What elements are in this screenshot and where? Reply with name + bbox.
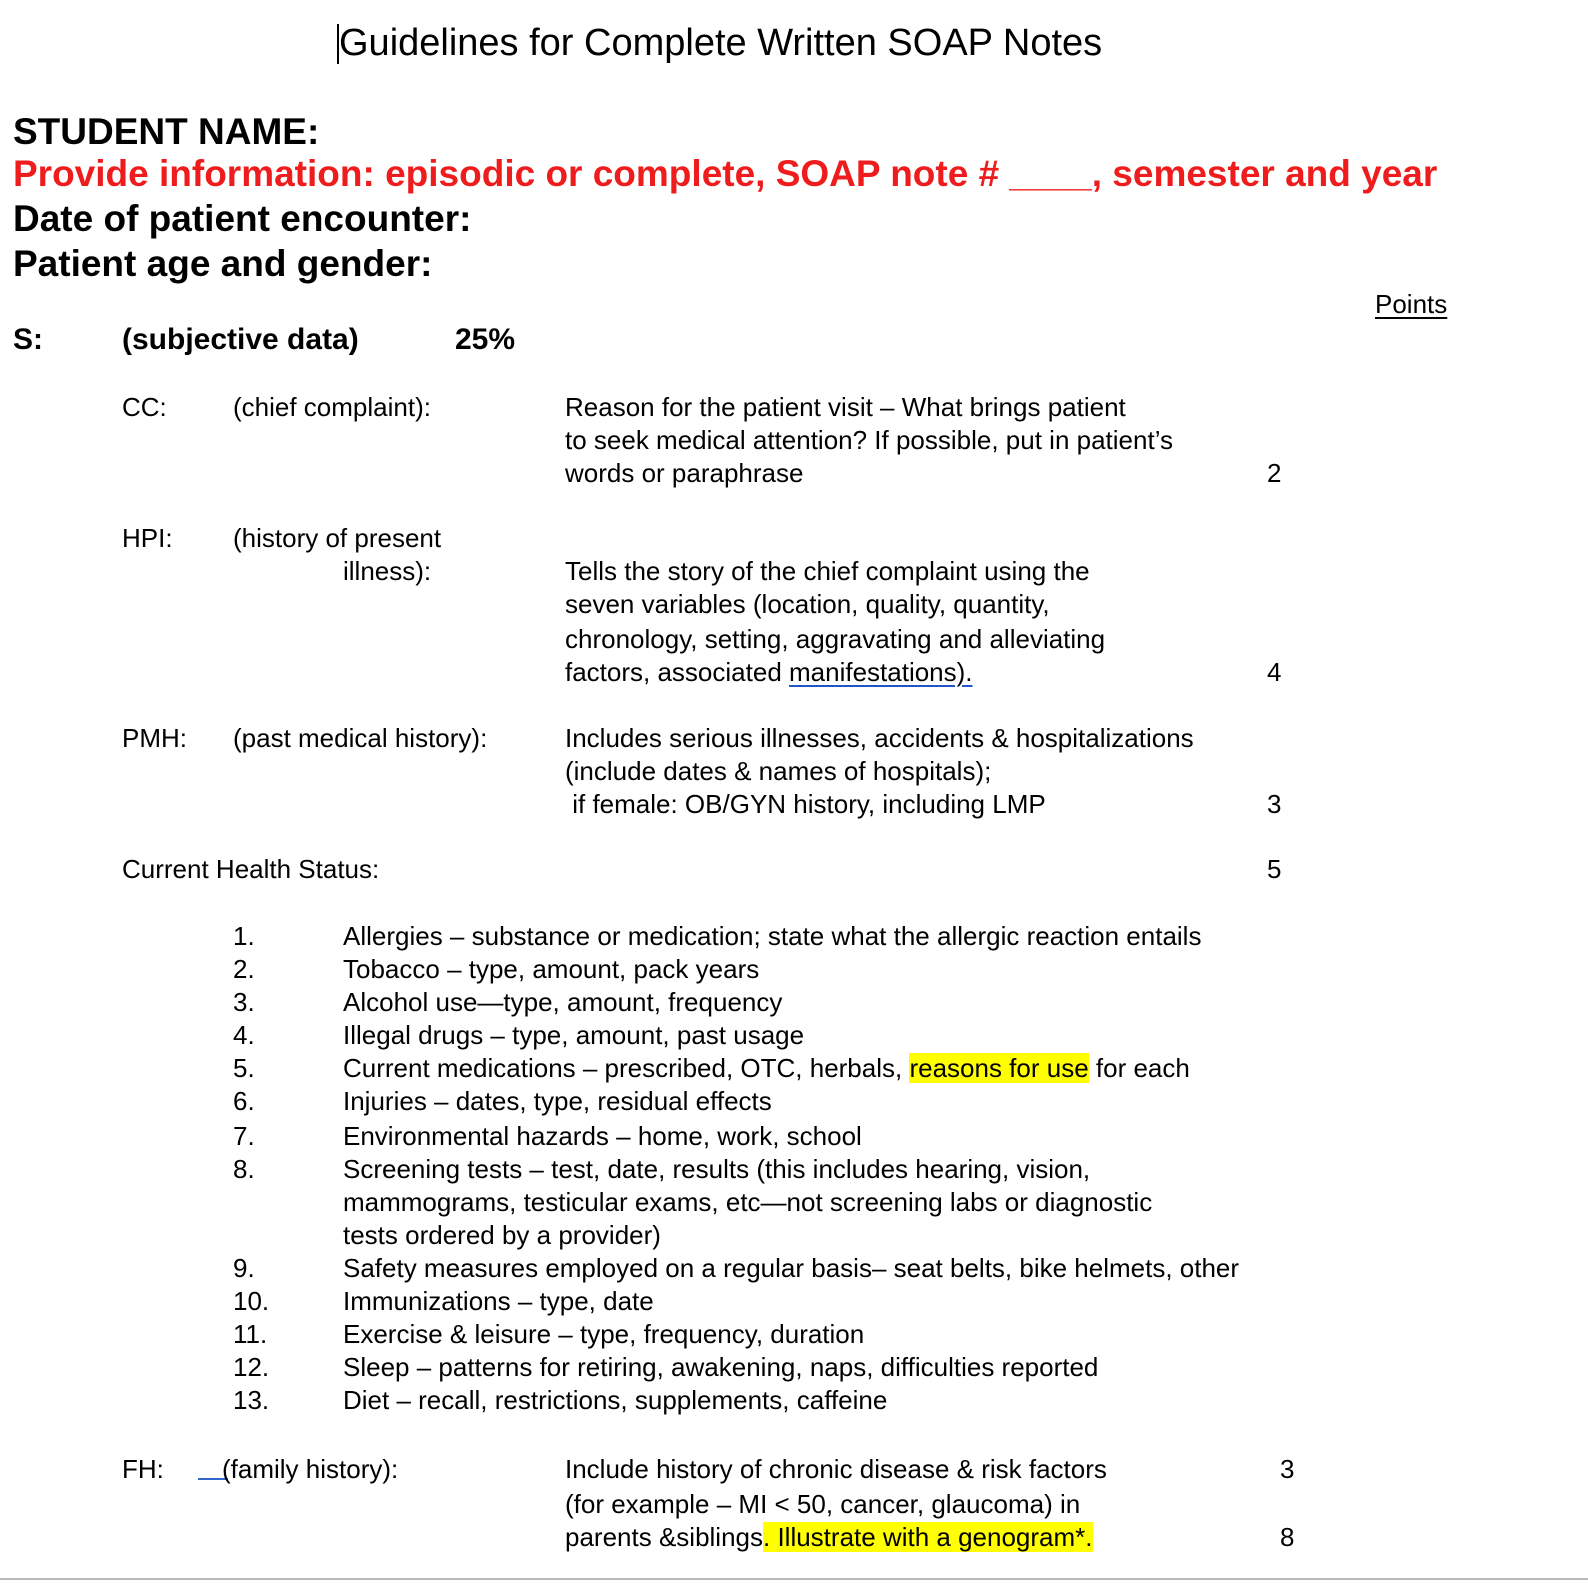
fh-points-a: 3 — [1280, 1454, 1295, 1484]
list-item-text-continued: mammograms, testicular exams, etc—not screening labs or diagnostic — [343, 1187, 1153, 1217]
list-item-number: 7. — [233, 1121, 255, 1151]
hpi-points: 4 — [1267, 657, 1282, 687]
list-item-text-continued: tests ordered by a provider) — [343, 1220, 661, 1250]
list-item-text: Environmental hazards – home, work, school — [343, 1121, 862, 1151]
fh-desc-last-line — [565, 1521, 1093, 1554]
list-item-number: 5. — [233, 1053, 255, 1083]
list-item-text: Alcohol use—type, amount, frequency — [343, 987, 783, 1017]
pmh-abbr: PMH: — [122, 723, 187, 753]
fh-points-b: 8 — [1280, 1522, 1295, 1552]
current-health-status-label: Current Health Status: — [122, 854, 380, 884]
fh-abbr: FH: — [122, 1454, 164, 1484]
page-edge-divider — [0, 1578, 1588, 1580]
list-item-text: Immunizations – type, date — [343, 1286, 654, 1316]
list-item-text — [343, 1052, 1190, 1085]
subjective-description: (subjective data) — [122, 323, 359, 356]
pmh-desc-line: if female: OB/GYN history, including LMP — [565, 789, 1046, 819]
list-item-number: 6. — [233, 1086, 255, 1116]
highlighted-text: reasons for use — [909, 1053, 1089, 1083]
list-item-number: 2. — [233, 954, 255, 984]
list-item-number: 9. — [233, 1253, 255, 1283]
points-column-header: Points — [1375, 289, 1448, 319]
student-name-label: STUDENT NAME: — [13, 111, 320, 152]
list-item-text: Injuries – dates, type, residual effects — [343, 1086, 772, 1116]
list-item-text: Exercise & leisure – type, frequency, duration — [343, 1319, 865, 1349]
subjective-percent: 25% — [455, 323, 516, 356]
hpi-desc-line: seven variables (location, quality, quantity, — [565, 589, 1050, 619]
fh-desc-line: (for example – MI < 50, cancer, glaucoma) in — [565, 1489, 1081, 1519]
fh-desc-prefix: parents &siblings — [565, 1522, 763, 1552]
list-item-number: 4. — [233, 1020, 255, 1050]
list-item-text: Sleep – patterns for retiring, awakening, naps, difficulties reported — [343, 1352, 1099, 1382]
list-item-number: 3. — [233, 987, 255, 1017]
hpi-desc-line: chronology, setting, aggravating and alleviating — [565, 624, 1106, 654]
list-item-text-pre: Current medications – prescribed, OTC, herbals, — [343, 1053, 910, 1083]
hpi-abbr: HPI: — [122, 523, 173, 553]
cc-abbr: CC: — [122, 392, 167, 422]
cc-desc-line: words or paraphrase — [565, 458, 804, 488]
cc-name: (chief complaint): — [233, 392, 431, 422]
age-gender-label: Patient age and gender: — [13, 243, 433, 284]
hpi-desc-last-line — [565, 656, 973, 689]
list-item-text: Diet – recall, restrictions, supplements, caffeine — [343, 1385, 888, 1415]
cc-points: 2 — [1267, 458, 1282, 488]
current-health-status-points: 5 — [1267, 854, 1282, 884]
subjective-label: S: — [13, 323, 43, 356]
pmh-desc-line: (include dates & names of hospitals); — [565, 756, 992, 786]
pmh-desc-line: Includes serious illnesses, accidents & hospitalizations — [565, 723, 1194, 753]
pmh-name: (past medical history): — [233, 723, 488, 753]
highlighted-text: . Illustrate with a genogram*. — [763, 1522, 1093, 1552]
list-item-text: Safety measures employed on a regular basis– seat belts, bike helmets, other — [343, 1253, 1240, 1283]
list-item-number: 10. — [233, 1286, 270, 1316]
hpi-desc-prefix: factors, associated — [565, 657, 789, 687]
pmh-points: 3 — [1267, 789, 1282, 819]
fh-desc-line: Include history of chronic disease & risk factors — [565, 1454, 1107, 1484]
list-item-number: 11. — [233, 1319, 268, 1349]
fh-name: (family history): — [222, 1454, 399, 1484]
spellcheck-flagged-word[interactable]: manifestations). — [789, 657, 973, 687]
list-item-text: Screening tests – test, date, results (this includes hearing, vision, — [343, 1154, 1091, 1184]
list-item-text: Tobacco – type, amount, pack years — [343, 954, 760, 984]
list-item-text-post: for each — [1088, 1053, 1190, 1083]
hpi-name-continued: illness): — [343, 556, 432, 586]
list-item-text: Illegal drugs – type, amount, past usage — [343, 1020, 805, 1050]
encounter-date-label: Date of patient encounter: — [13, 198, 472, 239]
hpi-name: (history of present — [233, 523, 442, 553]
list-item-number: 8. — [233, 1154, 255, 1184]
list-item-number: 1. — [233, 921, 255, 951]
cc-desc-line: Reason for the patient visit – What brings patient — [565, 392, 1126, 422]
cc-desc-line: to seek medical attention? If possible, put in patient’s — [565, 425, 1174, 455]
hpi-desc-line: Tells the story of the chief complaint using the — [565, 556, 1090, 586]
provide-info-line: Provide information: episodic or complete, SOAP note # ____, semester and year — [13, 153, 1438, 194]
list-item-number: 12. — [233, 1352, 270, 1382]
list-item-text: Allergies – substance or medication; state what the allergic reaction entails — [343, 921, 1202, 951]
document-title: Guidelines for Complete Written SOAP Notes — [339, 22, 1103, 64]
list-item-number: 13. — [233, 1385, 270, 1415]
